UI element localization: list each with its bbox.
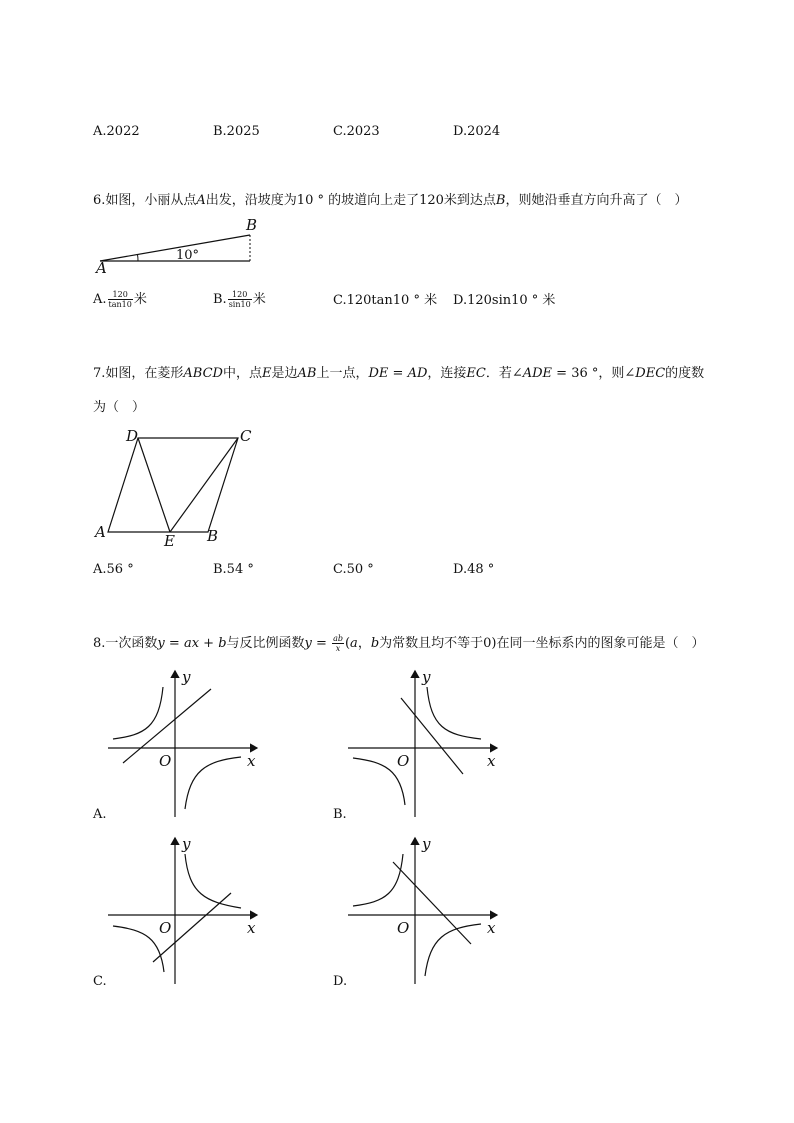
q7-label-d: D — [126, 427, 139, 445]
q6-stem: 6.如图，小丽从点A出发，沿坡度为10 ° 的坡道向上走了120米到达点B，则她沿垂直方向升高了（ ） — [93, 193, 688, 208]
q8-graph-b — [345, 665, 505, 820]
q6-option-d: D.120sin10 ° 米 — [453, 293, 556, 308]
q7-rhombus-figure — [90, 425, 270, 550]
q8-a-origin: O — [159, 752, 172, 770]
q8-graph-a — [105, 665, 265, 820]
q6-label-a: A — [96, 259, 107, 277]
q7-label-e: E — [164, 532, 175, 550]
q6-option-c: C.120tan10 ° 米 — [333, 293, 438, 308]
q7-stem-line2: 为（ ） — [93, 400, 146, 415]
q8-d-x-label: x — [487, 919, 496, 937]
q8-c-origin: O — [159, 919, 172, 937]
q8-b-y-label: y — [422, 668, 431, 686]
q8-label-d: D. — [333, 974, 348, 989]
q8-label-b: B. — [333, 807, 347, 822]
q8-graph-d — [345, 832, 505, 987]
q7-stem-line1: 7.如图，在菱形ABCD中，点E是边AB上一点，DE = AD，连接EC．若∠ADE = 36 °，则∠DEC的度数 — [93, 366, 705, 381]
q5-option-d: D.2024 — [453, 124, 501, 139]
q8-label-a: A. — [93, 807, 107, 822]
q8-b-x-label: x — [487, 752, 496, 770]
q8-c-y-label: y — [182, 835, 191, 853]
q7-option-a: A.56 ° — [93, 562, 134, 577]
q8-stem: 8.一次函数y = ax + b与反比例函数y = $\frac{ab}{x}$ (a，b为常数且均不等于0)在同一坐标系内的图象可能是（ ） — [93, 634, 705, 653]
q5-option-c: C.2023 — [333, 124, 380, 139]
q7-label-c: C — [240, 427, 252, 445]
q6-option-b: B. $\frac{120}{\sin 10}$ 米 — [213, 290, 266, 309]
q5-option-b: B.2025 — [213, 124, 260, 139]
q8-d-origin: O — [397, 919, 410, 937]
q5-option-a: A.2022 — [93, 124, 140, 139]
q7-label-a: A — [95, 523, 106, 541]
q8-b-origin: O — [397, 752, 410, 770]
q6-angle-label: 10° — [176, 248, 200, 263]
q8-d-y-label: y — [422, 835, 431, 853]
q7-option-c: C.50 ° — [333, 562, 374, 577]
q8-a-x-label: x — [247, 752, 256, 770]
q6-label-b: B — [246, 216, 258, 234]
q8-label-c: C. — [93, 974, 107, 989]
q7-label-b: B — [207, 527, 219, 545]
q7-option-b: B.54 ° — [213, 562, 254, 577]
q8-c-x-label: x — [247, 919, 256, 937]
q7-option-d: D.48 ° — [453, 562, 495, 577]
q8-graph-c — [105, 832, 265, 987]
q8-a-y-label: y — [182, 668, 191, 686]
q6-option-a: A. $\frac{120}{\tan 10}$ 米 — [93, 290, 147, 309]
q6-slope-figure — [90, 215, 270, 275]
